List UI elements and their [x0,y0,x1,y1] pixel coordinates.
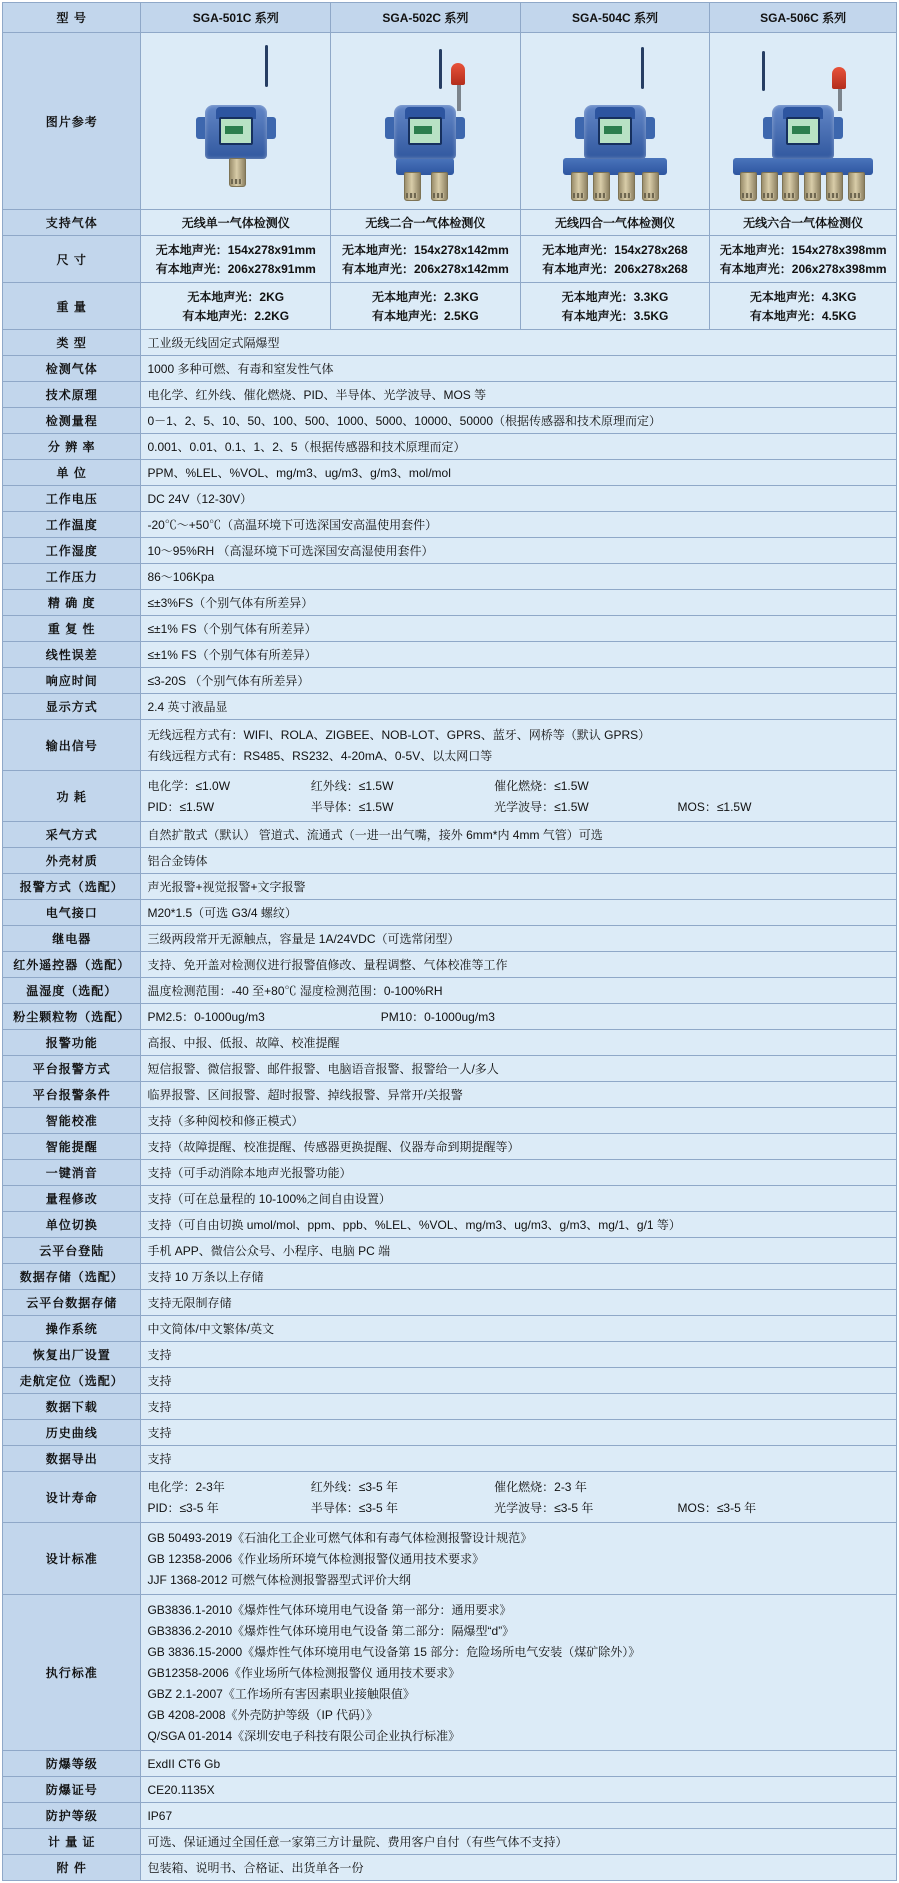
life-semiconductor: 半导体：≤3-5 年 [310,1501,399,1515]
size-value-4 [710,236,897,283]
size-no-alarm-4: 无本地声光：154x278x398mm [719,243,887,257]
table-row-temp-humidity [3,978,897,1004]
row-value-repeatability: ≤±1% FS（个别气体有所差异） [141,616,897,642]
table-row-display [3,694,897,720]
table-row-weight [3,283,897,330]
row-label-electrical-port: 电气接口 [3,900,141,926]
row-label-sampling: 采气方式 [3,822,141,848]
weight-value-2 [331,283,521,330]
table-row-accessories [3,1855,897,1881]
row-label-alarm-function: 报警功能 [3,1030,141,1056]
weight-with-alarm-3: 有本地声光：3.5KG [561,309,669,323]
row-label-accessories: 附 件 [3,1855,141,1881]
antenna-icon [265,45,268,87]
row-value-history-curve: 支持 [141,1420,897,1446]
design-standard-1: GB 50493-2019《石油化工企业可燃气体和有毒气体检测报警设计规范》 [147,1531,533,1545]
table-row-alarm-type [3,874,897,900]
weight-value-1 [141,283,331,330]
row-value-mute: 支持（可手动消除本地声光报警功能） [141,1160,897,1186]
screen-readout [604,126,622,134]
table-row-voltage [3,486,897,512]
row-label-range: 检测量程 [3,408,141,434]
gas-sensor-1 [404,172,421,201]
table-row-platform-alarm-cond [3,1082,897,1108]
row-label-housing: 外壳材质 [3,848,141,874]
table-row-linearity [3,642,897,668]
row-value-type: 工业级无线固定式隔爆型 [141,330,897,356]
row-value-sampling: 自然扩散式（默认） 管道式、流通式（一进一出气嘴，接外 6mm*内 4mm 气管）可选 [141,822,897,848]
table-row-sampling [3,822,897,848]
row-value-relay: 三级两段常开无源触点，容量是 1A/24VDC（可选常闭型） [141,926,897,952]
gas-value-2: 无线二合一气体检测仪 [331,210,521,236]
row-value-mobile-positioning: 支持 [141,1368,897,1394]
row-label-metrology-cert: 计 量 证 [3,1829,141,1855]
table-row-gas [3,210,897,236]
row-value-data-export: 支持 [141,1446,897,1472]
table-row-ip-rating [3,1803,897,1829]
weight-no-alarm-3: 无本地声光：3.3KG [561,290,669,304]
table-row-data-export [3,1446,897,1472]
row-label-output-signal: 输出信号 [3,720,141,771]
row-value-accuracy: ≤±3%FS（个别气体有所差异） [141,590,897,616]
row-value-ex-rating: ExdII CT6 Gb [141,1751,897,1777]
row-value-design-life [141,1472,897,1523]
exec-standard-5: GBZ 2.1-2007《工作场所有害因素职业接触限值》 [147,1687,415,1701]
row-value-data-download: 支持 [141,1394,897,1420]
table-row-housing [3,848,897,874]
row-label-size: 尺 寸 [3,236,141,283]
row-value-linearity: ≤±1% FS（个别气体有所差异） [141,642,897,668]
table-row-design-life [3,1472,897,1523]
row-label-range-modify: 量程修改 [3,1186,141,1212]
row-label-mobile-positioning: 走航定位（选配） [3,1368,141,1394]
life-catalytic: 催化燃烧：2-3 年 [494,1480,587,1494]
table-row-range [3,408,897,434]
table-row-work-temp [3,512,897,538]
row-label-linearity: 线性误差 [3,642,141,668]
row-value-alarm-function: 高报、中报、低报、故障、校准提醒 [141,1030,897,1056]
row-label-response-time: 响应时间 [3,668,141,694]
device-image-506c [710,33,897,210]
row-label-temp-humidity: 温湿度（选配） [3,978,141,1004]
table-row-model [3,3,897,33]
table-row-smart-calibration [3,1108,897,1134]
row-value-range-modify: 支持（可在总量程的 10-100%之间自由设置） [141,1186,897,1212]
size-value-2 [331,236,521,283]
row-label-work-humidity: 工作湿度 [3,538,141,564]
model-header-3: SGA-504C 系列 [520,3,710,33]
device-image-501c [141,33,331,210]
row-label-gas: 支持气体 [3,210,141,236]
row-label-mute: 一键消音 [3,1160,141,1186]
table-row-ex-rating [3,1751,897,1777]
table-row-mobile-positioning [3,1368,897,1394]
row-value-unit: PPM、%LEL、%VOL、mg/m3、ug/m3、g/m3、mol/mol [141,460,897,486]
row-value-factory-reset: 支持 [141,1342,897,1368]
table-row-design-standard [3,1523,897,1595]
size-value-3 [520,236,710,283]
antenna-icon [641,47,644,89]
power-line-2 [147,796,890,817]
power-ir: 红外线：≤1.5W [310,779,394,793]
life-optical: 光学波导：≤3-5 年 [494,1501,594,1515]
device-illustration-dual [331,33,520,209]
exec-standard-6: GB 4208-2008《外壳防护等级（IP 代码）》 [147,1708,378,1722]
design-standard-3: JJF 1368-2012 可燃气体检测报警器型式评价大纲 [147,1573,411,1587]
row-value-resolution: 0.001、0.01、0.1、1、2、5（根据传感器和技术原理而定） [141,434,897,460]
life-line-1 [147,1476,890,1497]
exec-standard-4: GB12358-2006《作业场所气体检测报警仪 通用技术要求》 [147,1666,461,1680]
gas-sensor-3 [782,172,799,201]
row-label-weight: 重 量 [3,283,141,330]
row-value-dust [141,1004,897,1030]
row-label-platform-alarm-type: 平台报警方式 [3,1056,141,1082]
table-row-ex-cert [3,1777,897,1803]
life-line-2 [147,1497,890,1518]
exec-standard-3: GB 3836.15-2000《爆炸性气体环境用电气设备第 15 部分：危险场所电气安装（煤矿除外）》 [147,1645,641,1659]
table-row-exec-standard [3,1595,897,1751]
row-label-data-download: 数据下载 [3,1394,141,1420]
table-row-repeatability [3,616,897,642]
table-row-unit [3,460,897,486]
row-value-data-storage: 支持 10 万条以上存储 [141,1264,897,1290]
gas-sensor-2 [761,172,778,201]
model-header-1: SGA-501C 系列 [141,3,331,33]
specification-table [2,2,897,1881]
row-value-electrical-port: M20*1.5（可选 G3/4 螺纹） [141,900,897,926]
row-label-principle: 技术原理 [3,382,141,408]
weight-with-alarm-4: 有本地声光：4.5KG [749,309,857,323]
screen-readout [414,126,432,134]
device-image-502c [331,33,521,210]
row-value-housing: 铝合金铸体 [141,848,897,874]
row-value-os: 中文简体/中文繁体/英文 [141,1316,897,1342]
row-value-power [141,771,897,822]
power-optical: 光学波导：≤1.5W [494,800,589,814]
antenna-icon [439,49,442,89]
exec-standard-1: GB3836.1-2010《爆炸性气体环境用电气设备 第一部分：通用要求》 [147,1603,512,1617]
row-value-work-pressure: 86～106Kpa [141,564,897,590]
size-with-alarm-3: 有本地声光：206x278x268 [542,262,688,276]
table-row-data-storage [3,1264,897,1290]
table-row-ir-remote [3,952,897,978]
row-label-cloud-storage: 云平台数据存储 [3,1290,141,1316]
row-value-display: 2.4 英寸液晶显 [141,694,897,720]
device-screen [786,117,820,145]
table-row-platform-alarm-type [3,1056,897,1082]
row-value-principle: 电化学、红外线、催化燃烧、PID、半导体、光学波导、MOS 等 [141,382,897,408]
table-row-os [3,1316,897,1342]
size-no-alarm-1: 无本地声光：154x278x91mm [155,243,316,257]
weight-value-4 [710,283,897,330]
row-value-work-humidity: 10～95%RH （高湿环境下可选深国安高湿使用套件） [141,538,897,564]
size-with-alarm-4: 有本地声光：206x278x398mm [719,262,887,276]
power-semiconductor: 半导体：≤1.5W [310,800,394,814]
table-row-image [3,33,897,210]
alarm-beacon-icon [832,67,846,89]
weight-value-3 [520,283,710,330]
row-label-repeatability: 重 复 性 [3,616,141,642]
device-illustration-hex [710,33,896,209]
table-row-mute [3,1160,897,1186]
row-label-work-pressure: 工作压力 [3,564,141,590]
row-value-smart-reminder: 支持（故障提醒、校准提醒、传感器更换提醒、仪器寿命到期提醒等） [141,1134,897,1160]
row-label-display: 显示方式 [3,694,141,720]
table-row-metrology-cert [3,1829,897,1855]
row-label-ir-remote: 红外遥控器（选配） [3,952,141,978]
beacon-pole [457,81,461,111]
size-with-alarm-2: 有本地声光：206x278x142mm [342,262,509,276]
gas-value-4: 无线六合一气体检测仪 [710,210,897,236]
row-label-accuracy: 精 确 度 [3,590,141,616]
row-value-work-temp: -20℃～+50℃（高温环境下可选深国安高温使用套件） [141,512,897,538]
table-row-size [3,236,897,283]
output-wireless: 无线远程方式有：WIFI、ROLA、ZIGBEE、NOB-LOT、GPRS、蓝牙、网桥等（默认 GPRS） [147,728,651,742]
screen-readout [225,126,243,134]
row-label-dust: 粉尘颗粒物（选配） [3,1004,141,1030]
antenna-icon [762,51,765,91]
row-label-unit-switch: 单位切换 [3,1212,141,1238]
table-row-history-curve [3,1420,897,1446]
power-echem: 电化学：≤1.0W [147,779,231,793]
row-value-smart-calibration: 支持（多种阅校和修正模式） [141,1108,897,1134]
device-screen [598,117,632,145]
row-label-image: 图片参考 [3,33,141,210]
row-label-history-curve: 历史曲线 [3,1420,141,1446]
row-label-detect-gas: 检测气体 [3,356,141,382]
gas-sensor-1 [571,172,588,201]
device-image-504c [520,33,710,210]
gas-sensor-2 [431,172,448,201]
gas-sensor-1 [229,158,246,187]
row-value-exec-standard [141,1595,897,1751]
row-label-ex-rating: 防爆等级 [3,1751,141,1777]
table-row-cloud-storage [3,1290,897,1316]
row-label-model: 型 号 [3,3,141,33]
size-no-alarm-2: 无本地声光：154x278x142mm [342,243,509,257]
output-wired: 有线远程方式有：RS485、RS232、4-20mA、0-5V、以太网口等 [147,749,493,763]
dust-pm10: PM10：0-1000ug/m3 [380,1010,495,1024]
table-row-smart-reminder [3,1134,897,1160]
exec-standard-2: GB3836.2-2010《爆炸性气体环境用电气设备 第二部分：隔爆型“d”》 [147,1624,515,1638]
row-label-smart-calibration: 智能校准 [3,1108,141,1134]
weight-no-alarm-2: 无本地声光：2.3KG [372,290,479,304]
gas-sensor-4 [642,172,659,201]
device-screen [219,117,253,145]
row-value-voltage: DC 24V（12-30V） [141,486,897,512]
row-value-ex-cert: CE20.1135X [141,1777,897,1803]
row-value-response-time: ≤3-20S （个别气体有所差异） [141,668,897,694]
row-label-relay: 继电器 [3,926,141,952]
life-mos: MOS：≤3-5 年 [677,1501,757,1515]
size-value-1 [141,236,331,283]
power-pid: PID：≤1.5W [147,800,215,814]
life-ir: 红外线：≤3-5 年 [310,1480,399,1494]
device-body [205,105,267,159]
power-catalytic: 催化燃烧：≤1.5W [494,779,589,793]
alarm-beacon-icon [451,63,465,85]
row-value-cloud-storage: 支持无限制存储 [141,1290,897,1316]
row-label-ip-rating: 防护等级 [3,1803,141,1829]
row-label-data-storage: 数据存储（选配） [3,1264,141,1290]
gas-value-1: 无线单一气体检测仪 [141,210,331,236]
row-value-platform-alarm-type: 短信报警、微信报警、邮件报警、电脑语音报警、报警给一人/多人 [141,1056,897,1082]
row-value-range: 0－1、2、5、10、50、100、500、1000、5000、10000、50000（根据传感器和技术原理而定） [141,408,897,434]
row-value-alarm-type: 声光报警+视觉报警+文字报警 [141,874,897,900]
device-illustration-quad [521,33,710,209]
row-label-unit: 单 位 [3,460,141,486]
table-row-relay [3,926,897,952]
device-illustration-single [141,33,330,209]
table-row-factory-reset [3,1342,897,1368]
table-row-detect-gas [3,356,897,382]
table-row-response-time [3,668,897,694]
table-row-alarm-function [3,1030,897,1056]
life-pid: PID：≤3-5 年 [147,1501,219,1515]
row-value-ir-remote: 支持、免开盖对检测仪进行报警值修改、量程调整、气体校准等工作 [141,952,897,978]
row-value-detect-gas: 1000 多种可燃、有毒和窒发性气体 [141,356,897,382]
gas-sensor-2 [593,172,610,201]
row-value-design-standard [141,1523,897,1595]
row-label-cloud-login: 云平台登陆 [3,1238,141,1264]
power-line-1 [147,775,890,796]
row-label-ex-cert: 防爆证号 [3,1777,141,1803]
dust-pm25: PM2.5：0-1000ug/m3 [147,1010,265,1024]
screen-readout [792,126,810,134]
device-screen [408,117,442,145]
table-row-work-pressure [3,564,897,590]
row-label-design-life: 设计寿命 [3,1472,141,1523]
row-label-alarm-type: 报警方式（选配） [3,874,141,900]
row-label-data-export: 数据导出 [3,1446,141,1472]
row-label-factory-reset: 恢复出厂设置 [3,1342,141,1368]
weight-no-alarm-1: 无本地声光：2KG [187,290,285,304]
row-value-output-signal [141,720,897,771]
row-value-cloud-login: 手机 APP、微信公众号、小程序、电脑 PC 端 [141,1238,897,1264]
gas-sensor-6 [848,172,865,201]
table-row-electrical-port [3,900,897,926]
table-row-dust [3,1004,897,1030]
life-echem: 电化学：2-3年 [147,1480,225,1494]
row-label-os: 操作系统 [3,1316,141,1342]
row-value-accessories: 包装箱、说明书、合格证、出货单各一份 [141,1855,897,1881]
row-value-metrology-cert: 可选、保证通过全国任意一家第三方计量院、费用客户自付（有些气体不支持） [141,1829,897,1855]
table-row-unit-switch [3,1212,897,1238]
table-row-output-signal [3,720,897,771]
table-row-principle [3,382,897,408]
model-header-2: SGA-502C 系列 [331,3,521,33]
table-row-type [3,330,897,356]
device-body [772,105,834,159]
device-body [584,105,646,159]
row-value-temp-humidity: 温度检测范围：-40 至+80℃ 湿度检测范围：0-100%RH [141,978,897,1004]
table-row-work-humidity [3,538,897,564]
device-body [394,105,456,159]
gas-sensor-5 [826,172,843,201]
table-row-resolution [3,434,897,460]
weight-no-alarm-4: 无本地声光：4.3KG [749,290,857,304]
row-value-ip-rating: IP67 [141,1803,897,1829]
gas-value-3: 无线四合一气体检测仪 [520,210,710,236]
table-row-data-download [3,1394,897,1420]
weight-with-alarm-2: 有本地声光：2.5KG [372,309,479,323]
row-label-design-standard: 设计标准 [3,1523,141,1595]
row-label-voltage: 工作电压 [3,486,141,512]
row-label-power: 功 耗 [3,771,141,822]
row-value-platform-alarm-cond: 临界报警、区间报警、超时报警、掉线报警、异常开/关报警 [141,1082,897,1108]
weight-with-alarm-1: 有本地声光：2.2KG [182,309,290,323]
model-header-4: SGA-506C 系列 [710,3,897,33]
table-row-accuracy [3,590,897,616]
table-row-cloud-login [3,1238,897,1264]
power-mos: MOS：≤1.5W [677,800,752,814]
exec-standard-7: Q/SGA 01-2014《深圳安电子科技有限公司企业执行标准》 [147,1729,461,1743]
row-label-work-temp: 工作温度 [3,512,141,538]
size-no-alarm-3: 无本地声光：154x278x268 [542,243,688,257]
table-row-range-modify [3,1186,897,1212]
table-row-power [3,771,897,822]
row-label-exec-standard: 执行标准 [3,1595,141,1751]
row-label-platform-alarm-cond: 平台报警条件 [3,1082,141,1108]
row-label-resolution: 分 辨 率 [3,434,141,460]
gas-sensor-3 [618,172,635,201]
size-with-alarm-1: 有本地声光：206x278x91mm [155,262,316,276]
row-label-smart-reminder: 智能提醒 [3,1134,141,1160]
row-value-unit-switch: 支持（可自由切换 umol/mol、ppm、ppb、%LEL、%VOL、mg/m3、ug/m3、g/m3、mg/1、g/1 等） [141,1212,897,1238]
gas-sensor-4 [804,172,821,201]
design-standard-2: GB 12358-2006《作业场所环境气体检测报警仪通用技术要求》 [147,1552,485,1566]
row-label-type: 类 型 [3,330,141,356]
gas-sensor-1 [740,172,757,201]
